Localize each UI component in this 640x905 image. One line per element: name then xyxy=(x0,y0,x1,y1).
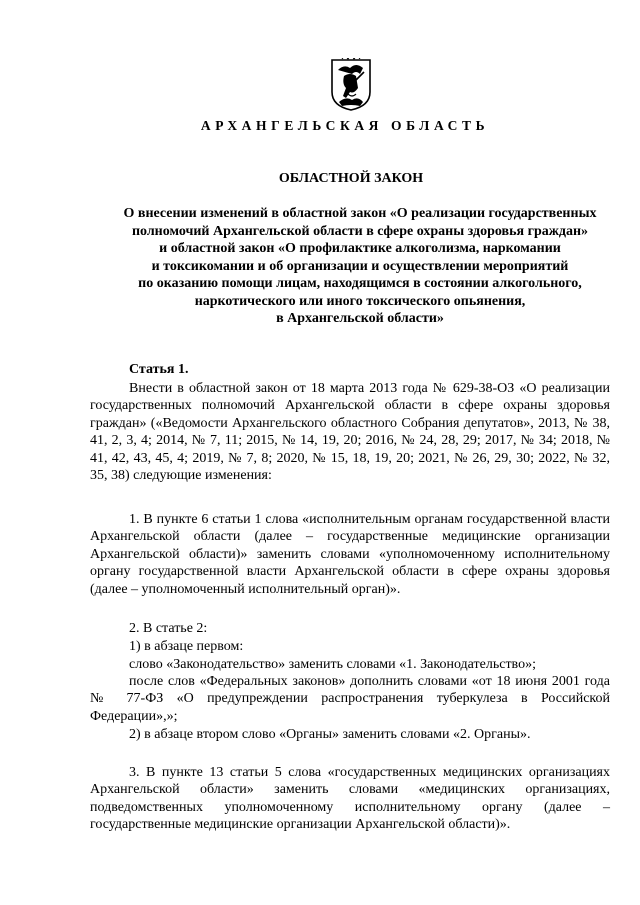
law-title-line: и областной закон «О профилактике алкоголизма, наркомании xyxy=(159,241,561,256)
law-title-line: в Архангельской области» xyxy=(276,311,444,326)
law-title xyxy=(100,205,620,328)
article-heading: Статья 1. xyxy=(129,362,189,377)
amendment-item-2-subitem-1b: после слов «Федеральных законов» дополнить словами «от 18 июня 2001 года № 77-ФЗ «О предупреждении распространения туберкулеза в Российской Федерации»,»; xyxy=(90,674,610,724)
law-title-line: наркотического или иного токсического опьянения, xyxy=(194,293,526,309)
article-intro-paragraph: Внести в областной закон от 18 марта 2013 года № 629-38-ОЗ «О реализации государственных полномочий Архангельской области в сфере охраны здоровья граждан» («Ведомости Архангельского областного Собрания депутатов», 2013, № 38, 41, 2, 3, 4; 2014, № 7, 11; 2015, № 14, 19, 20; 2016, № 24, 28, 29; 2017, № 34; 2018, № 41, 42, 43, 45, 4; 2019, № 7, 8; 2020, № 15, 18, 19, 20; 2021, № 26, 29, 30; 2022, № 32, 35, 38) следующие изменения: xyxy=(90,381,610,484)
law-title-line: и токсикомании и об организации и осуществлении мероприятий xyxy=(151,258,569,274)
amendment-item-2-heading: 2. В статье 2: xyxy=(129,621,208,636)
law-title-line: по оказанию помощи лицам, находящимся в состоянии алкогольного, xyxy=(138,276,582,291)
amendment-item-2-subitem-2: 2) в абзаце втором слово «Органы» заменить словами «2. Органы». xyxy=(129,727,531,742)
law-title-line: полномочий Архангельской области в сфере охраны здоровья граждан» xyxy=(131,223,589,239)
region-name: АРХАНГЕЛЬСКАЯ ОБЛАСТЬ xyxy=(200,118,490,133)
amendment-item-3: 3. В пункте 13 статьи 5 слова «государственных медицинских организациях Архангельской области» заменить словами «медицинских организациях, подведомственных уполномоченному исполнительному органу (далее – государственные медицинские организации Архангельской области)». xyxy=(90,765,610,833)
coat-of-arms-emblem xyxy=(330,58,372,112)
amendment-item-1: 1. В пункте 6 статьи 1 слова «исполнительным органам государственной власти Архангельской области (далее – государственные медицинские организации Архангельской области)» заменить словами «уполномоченному исполнительному органу государственной власти Архангельской области в сфере охраны здоровья (далее – уполномоченный исполнительный орган)». xyxy=(90,512,610,597)
law-title-line: О внесении изменений в областной закон «О реализации государственных xyxy=(123,206,597,221)
law-type-heading: ОБЛАСТНОЙ ЗАКОН xyxy=(278,171,424,186)
amendment-item-2-subitem-1: 1) в абзаце первом: xyxy=(129,639,244,654)
amendment-item-2-subitem-1a: слово «Законодательство» заменить словами «1. Законодательство»; xyxy=(129,657,536,672)
